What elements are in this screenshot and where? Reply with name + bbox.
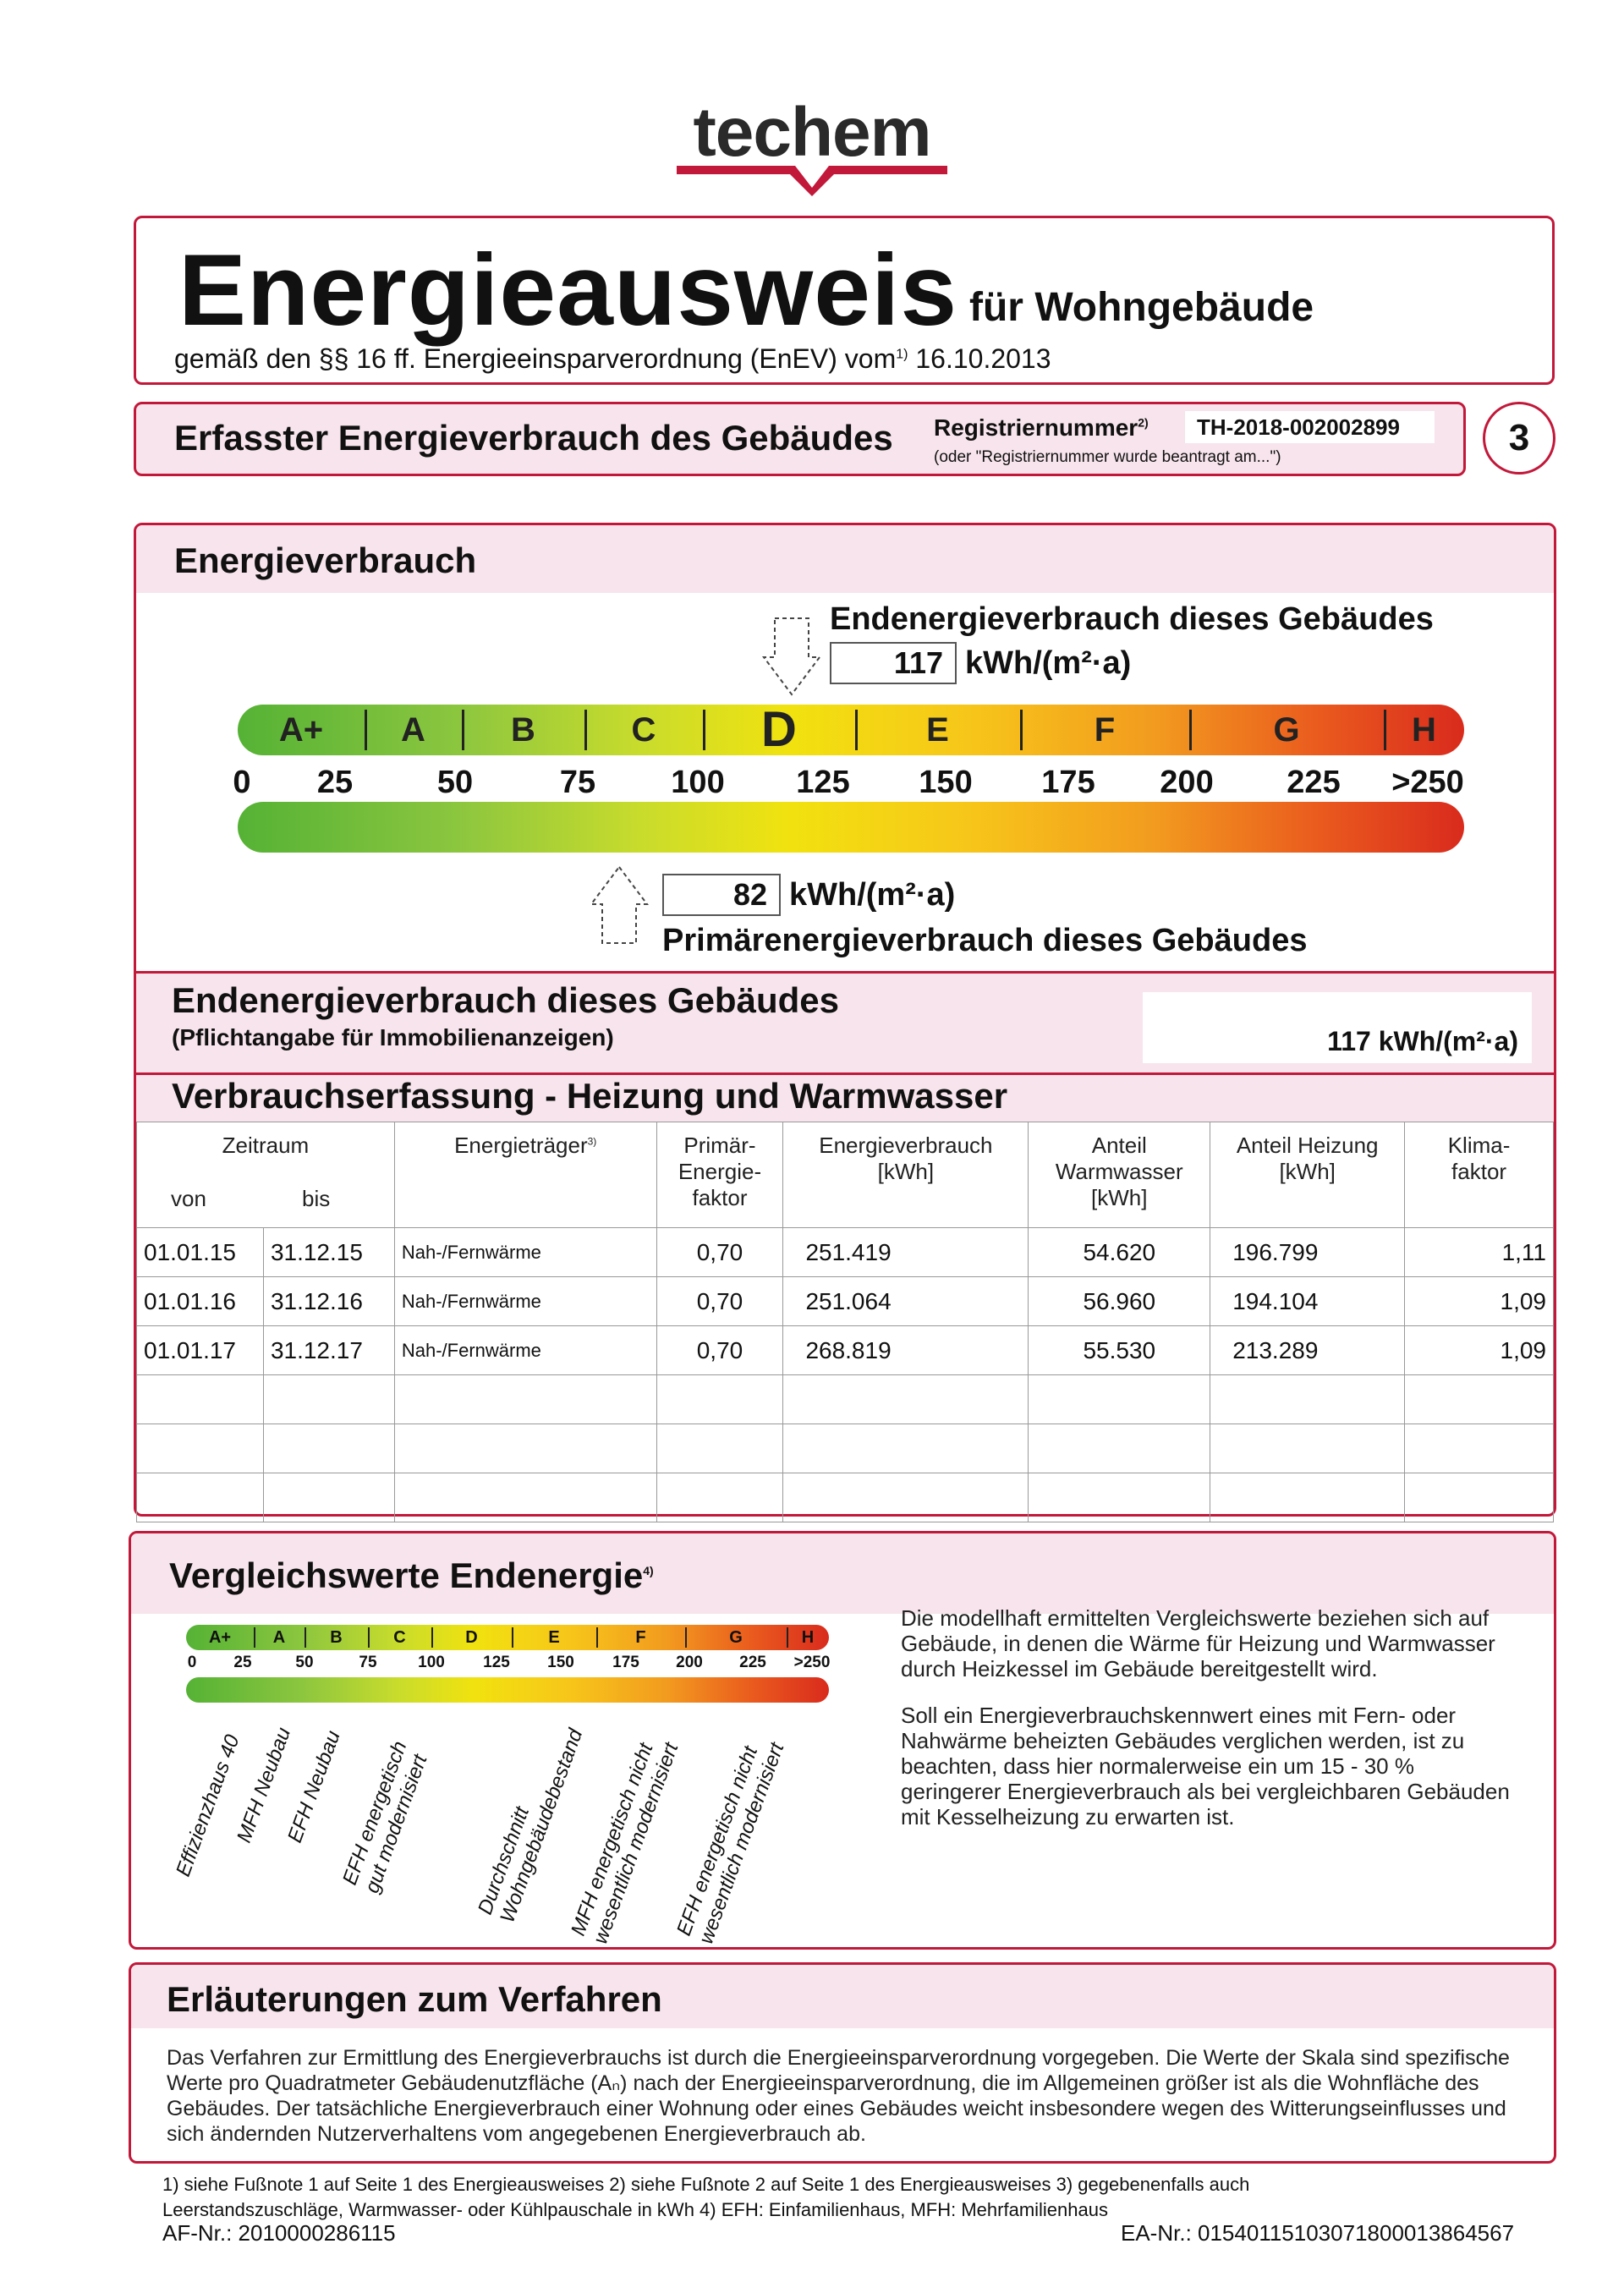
tick-125: 125: [796, 765, 850, 800]
comparison-text-1: Die modellhaft ermittelten Vergleichswerte beziehen sich auf Gebäude, in denen die Wärme für Heizung und Warmwasser durch Heizkessel im Gebäude bereitgestellt wird.: [901, 1605, 1495, 1681]
page-title: Energieausweis: [178, 233, 958, 347]
af-number: AF-Nr.: 2010000286115: [162, 2220, 396, 2246]
end-energy-arrow-icon: [762, 617, 821, 697]
mandatory-title: Endenergieverbrauch dieses Gebäudes: [172, 980, 839, 1020]
tick-100: 100: [671, 765, 725, 800]
registration-hint: (oder "Registriernummer wurde beantragt am..."): [934, 448, 1281, 466]
legal-basis: gemäß den §§ 16 ff. Energieeinsparverordnung (EnEV) vom$^{1)}$ 16.10.2013: [174, 343, 1051, 374]
class-c: C: [631, 711, 656, 749]
tick-0: 0: [233, 765, 251, 800]
header-consumption: Energieverbrauch [kWh]: [783, 1122, 1029, 1228]
energy-gradient-scale: [238, 802, 1464, 853]
table-row-empty: [137, 1473, 1554, 1522]
class-h: H: [1412, 711, 1436, 749]
label-effizienzhaus: Effizienzhaus 40: [172, 1731, 244, 1880]
tick-75: 75: [559, 765, 596, 800]
end-energy-unit: kWh/(m²·a): [965, 645, 1132, 681]
tick-150: 150: [919, 765, 973, 800]
table-title: Verbrauchserfassung - Heizung und Warmwasser: [172, 1076, 1008, 1116]
tick-200: 200: [1160, 765, 1214, 800]
class-g: G: [1273, 711, 1300, 749]
comparison-gradient-scale: [186, 1677, 829, 1703]
end-energy-value: 117: [830, 642, 957, 684]
consumption-panel: [134, 523, 1556, 1517]
header-heating: Anteil Heizung [kWh]: [1210, 1122, 1405, 1228]
tick-50: 50: [436, 765, 474, 800]
comparison-panel: Vergleichswerte Endenergie$^{4)}$ A+ A B C D E F G H 0 25 50 75 100 125 150 175 200 225 >250 Effizienzhaus 40 MFH Neubau EFH Neubau EFH energetisch gut modernisiert Durchschnitt Wohngebäudebestand MFH energetisch nicht wesentlich modernisiert EFH energetisch nicht wesentlich modernisiert Die modellhaft ermittelten Vergleichswerte beziehen sich auf Gebäude, in denen die Wärme für Heizung und Warmwasser durch Heizkessel im Gebäude bereitgestellt wird. Soll ein Energieverbrauchskennwert eines mit Fern- oder Nahwärme beheizten Gebäudes verglichen werden, ist zu beachten, dass hier normalerweise ein um 15 - 30 % geringerer Energieverbrauch als bei vergleichbaren Gebäuden mit Kesselheizung zu erwarten ist.: [129, 1531, 1556, 1950]
label-efh-nicht-modernisiert: EFH energetisch nicht wesentlich modernisiert: [672, 1739, 789, 1947]
header-climate: Klima- faktor: [1405, 1122, 1554, 1228]
label-efh-neubau: EFH Neubau: [283, 1727, 345, 1846]
page-number-badge: 3: [1483, 402, 1555, 475]
registration-label: Registriernummer$^{2)}$: [934, 414, 1149, 441]
techem-logo: [592, 93, 1032, 195]
label-efh-gut-modernisiert: EFH energetisch gut modernisiert: [338, 1738, 432, 1896]
header-from: von: [171, 1186, 206, 1211]
explanation-title: Erläuterungen zum Verfahren: [167, 1979, 662, 2019]
consumption-table: [136, 1122, 1554, 1522]
section-title: Erfasster Energieverbrauch des Gebäudes: [174, 418, 893, 458]
ea-number: EA-Nr.: 01540115103071800013864567: [1121, 2220, 1515, 2246]
header-panel: [134, 216, 1555, 385]
footnotes: 1) siehe Fußnote 1 auf Seite 1 des Energieausweises 2) siehe Fußnote 2 auf Seite 1 des Energieausweises 3) gegebenenfalls auch Leerstandszuschläge, Warmwasser- oder Kühlpauschale in kWh 4) EFH: Einfamilienhaus, MFH: Mehrfamilienhaus: [162, 2174, 1250, 2220]
class-f: F: [1094, 711, 1116, 749]
table-row-empty: [137, 1375, 1554, 1424]
class-b: B: [511, 711, 535, 749]
class-e: E: [926, 711, 949, 749]
comparison-title: Vergleichswerte Endenergie$^{4)}$: [169, 1555, 654, 1595]
table-row: 01.01.16 31.12.16 Nah-/Fernwärme 0,70 251.064 56.960 194.104 1,09: [137, 1277, 1554, 1326]
energy-class-scale: [238, 702, 1464, 757]
table-row: 01.01.15 31.12.15 Nah-/Fernwärme 0,70 251.419 54.620 196.799 1,11: [137, 1228, 1554, 1277]
comparison-class-scale: A+ A B C D E F G H: [186, 1625, 829, 1650]
header-period: Zeitraum von bis: [137, 1122, 395, 1228]
section-bar: [134, 402, 1466, 476]
comparison-text-2: Soll ein Energieverbrauchskennwert eines mit Fern- oder Nahwärme beheizten Gebäudes verglichen werden, ist zu beachten, dass hier normalerweise ein um 15 - 30 % geringerer Energieverbrauch als bei vergleichbaren Gebäuden mit Kesselheizung zu erwarten ist.: [901, 1703, 1510, 1829]
class-d: D: [761, 702, 797, 757]
class-a-plus: A+: [278, 711, 324, 749]
primary-energy-value: 82: [662, 874, 781, 916]
page-subtitle: für Wohngebäude: [969, 285, 1314, 330]
label-mfh-neubau: MFH Neubau: [233, 1724, 296, 1846]
label-mfh-nicht-modernisiert: MFH energetisch nicht wesentlich modernisiert: [567, 1739, 683, 1947]
tick-over-250: >250: [1391, 765, 1464, 800]
label-durchschnitt: Durchschnitt Wohngebäudebestand: [474, 1725, 588, 1926]
tick-225: 225: [1287, 765, 1341, 800]
explanation-panel: [129, 1962, 1556, 2164]
tick-175: 175: [1041, 765, 1095, 800]
primary-energy-unit: kWh/(m²·a): [789, 877, 956, 913]
class-a: A: [401, 711, 425, 749]
primary-energy-label: Primärenergieverbrauch dieses Gebäudes: [662, 923, 1308, 958]
table-row: 01.01.17 31.12.17 Nah-/Fernwärme 0,70 268.819 55.530 213.289 1,09: [137, 1326, 1554, 1375]
registration-number: TH-2018-002002899: [1185, 411, 1435, 443]
logo-accent-icon: [677, 162, 947, 196]
mandatory-value: 117 kWh/(m²·a): [1143, 992, 1532, 1063]
end-energy-label: Endenergieverbrauch dieses Gebäudes: [830, 601, 1434, 637]
header-carrier: Energieträger$^{3)}$: [394, 1122, 656, 1228]
mandatory-subtitle: (Pflichtangabe für Immobilienanzeigen): [172, 1024, 614, 1051]
header-to: bis: [302, 1186, 331, 1211]
consumption-heading: Energieverbrauch: [174, 540, 477, 580]
header-factor: Primär- Energie- faktor: [656, 1122, 783, 1228]
table-row-empty: [137, 1424, 1554, 1473]
tick-25: 25: [316, 765, 354, 800]
primary-energy-arrow-icon: [590, 865, 649, 946]
header-water: Anteil Warmwasser [kWh]: [1029, 1122, 1210, 1228]
explanation-text: Das Verfahren zur Ermittlung des Energieverbrauchs ist durch die Energieeinsparverordnung vorgegeben. Die Werte der Skala sind spezifische Werte pro Quadratmeter Gebäudenutzfläche (Aₙ) nach der Energieeinsparverordnung, die im Allgemeinen größer ist als die Wohnfläche des Gebäudes. Der tatsächliche Energieverbrauch einer Wohnung oder eines Gebäudes weicht insbesondere wegen des Witterungseinflusses und sich ändernden Nutzerverhaltens vom angegebenen Energieverbrauch ab.: [167, 2046, 1510, 2146]
logo-text: techem: [693, 94, 931, 171]
